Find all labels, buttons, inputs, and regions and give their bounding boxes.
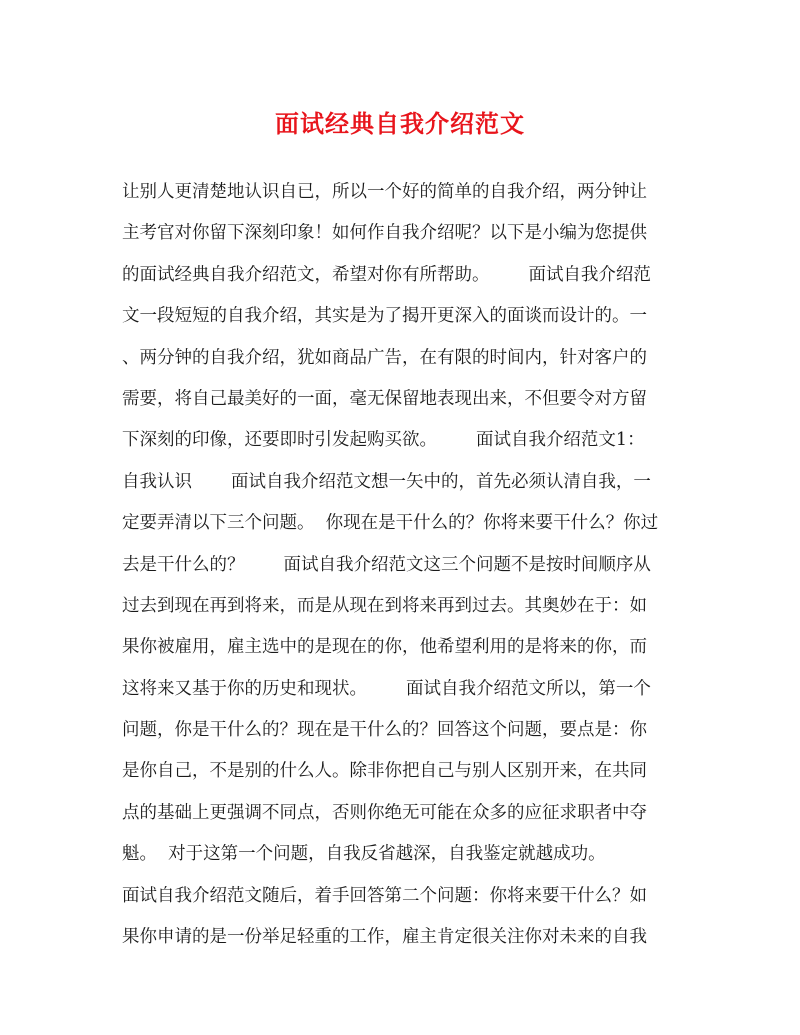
body-line: 主考官对你留下深刻印象！如何作自我介绍呢？以下是小编为您提供 xyxy=(122,223,647,244)
body-line: 需要，将自己最美好的一面，毫无保留地表现出来，不但要令对方留 xyxy=(122,388,647,409)
body-line: 自我认识 面试自我介绍范文想一矢中的，首先必须认清自我，一 xyxy=(122,471,651,492)
body-line: 过去到现在再到将来，而是从现在到将来再到过去。其奥妙在于：如 xyxy=(122,595,647,616)
body-line: 果你被雇用，雇主选中的是现在的你，他希望利用的是将来的你，而 xyxy=(122,637,647,658)
body-line: 面试自我介绍范文随后，着手回答第二个问题：你将来要干什么？如 xyxy=(122,885,647,906)
body-line: 去是干什么的？ 面试自我介绍范文这三个问题不是按时间顺序从 xyxy=(122,554,651,575)
body-line: 、两分钟的自我介绍，犹如商品广告，在有限的时间内，针对客户的 xyxy=(122,347,647,368)
body-line: 问题，你是干什么的？现在是干什么的？回答这个问题，要点是：你 xyxy=(122,720,647,741)
body-line: 的面试经典自我介绍范文，希望对你有所帮助。 面试自我介绍范 xyxy=(122,264,651,285)
body-line: 点的基础上更强调不同点，否则你绝无可能在众多的应征求职者中夺 xyxy=(122,802,647,823)
body-line: 文一段短短的自我介绍，其实是为了揭开更深入的面谈而设计的。一 xyxy=(122,306,647,327)
body-line: 定要弄清以下三个问题。 你现在是干什么的？你将来要干什么？你过 xyxy=(122,513,659,534)
body-line: 是你自己，不是别的什么人。除非你把自己与别人区别开来，在共同 xyxy=(122,761,647,782)
body-line: 果你申请的是一份举足轻重的工作，雇主肯定很关注你对未来的自我 xyxy=(122,927,647,948)
body-line: 让别人更清楚地认识自已，所以一个好的简单的自我介绍，两分钟让 xyxy=(122,182,647,202)
document-body xyxy=(122,172,682,958)
body-line: 这将来又基于你的历史和现状。 面试自我介绍范文所以，第一个 xyxy=(122,678,651,699)
body-line: 魁。 对于这第一个问题，自我反省越深，自我鉴定就越成功。 xyxy=(122,844,606,865)
body-line: 下深刻的印像，还要即时引发起购买欲。 面试自我介绍范文1： xyxy=(122,430,645,451)
document-title: 面试经典自我介绍范文 xyxy=(275,109,525,138)
